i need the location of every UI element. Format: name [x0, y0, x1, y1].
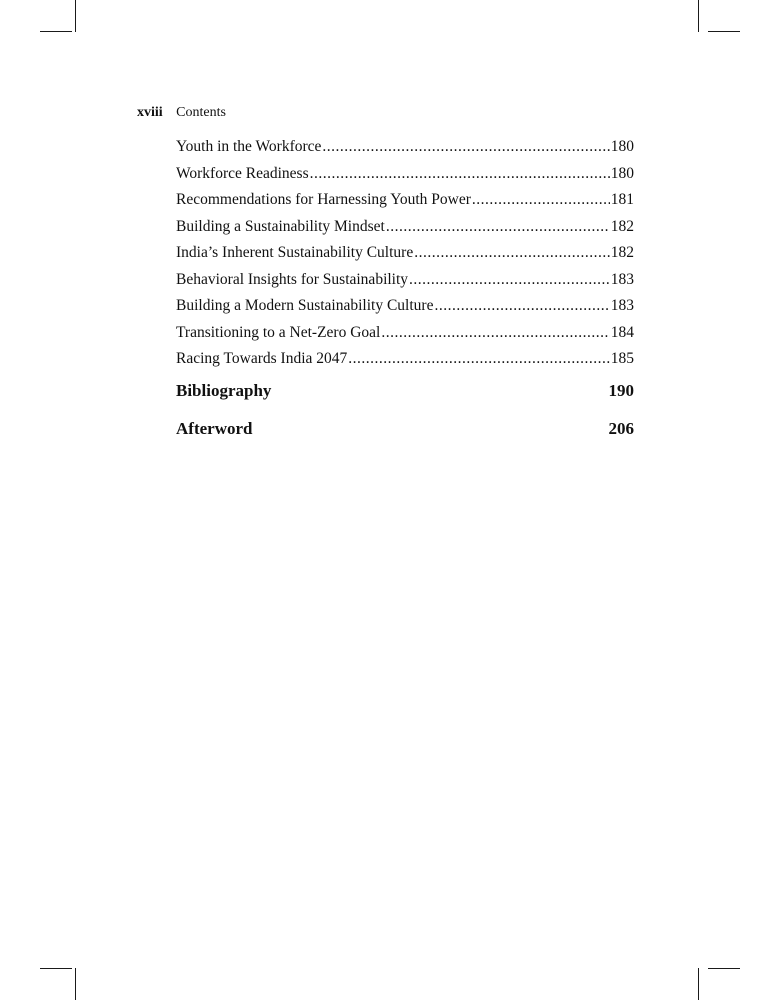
toc-entry-title: Building a Sustainability Mindset [176, 217, 385, 235]
toc-entry [176, 138, 634, 165]
toc-entry-title: Workforce Readiness [176, 164, 309, 182]
toc-entry [176, 191, 634, 218]
toc-chapter-title: Afterword [176, 418, 253, 438]
dot-leader [348, 350, 610, 368]
toc-entry-title: Behavioral Insights for Sustainability [176, 270, 409, 288]
toc-entry-page: 180 [610, 138, 634, 155]
toc-chapter-title: Bibliography [176, 380, 272, 400]
dot-leader [386, 218, 610, 236]
dot-leader [381, 324, 609, 342]
toc-entry [176, 165, 634, 192]
dot-leader [409, 271, 610, 289]
toc-entry [176, 271, 634, 298]
toc-chapter-page: 206 [608, 418, 634, 438]
toc-entry-page: 184 [610, 323, 634, 341]
toc-entry-title: Racing Towards India 2047 [176, 350, 348, 367]
toc-entry [176, 324, 634, 351]
dot-leader [434, 297, 609, 315]
dot-leader [310, 165, 610, 183]
toc-entry-page: 181 [610, 191, 634, 208]
toc-chapter-afterword [176, 419, 634, 453]
dot-leader [414, 244, 610, 262]
toc-entry-page: 183 [610, 297, 634, 314]
crop-mark-top-left-horizontal [40, 31, 72, 32]
crop-mark-bottom-right-vertical [698, 968, 699, 1000]
toc-entry [176, 297, 634, 324]
crop-mark-bottom-right-horizontal [708, 968, 740, 969]
toc-entry [176, 244, 634, 271]
toc-entry-title: Youth in the Workforce [176, 138, 322, 155]
dot-leader [322, 138, 609, 156]
table-of-contents [176, 138, 634, 453]
crop-mark-top-left-vertical [75, 0, 76, 32]
toc-entry-title: Recommendations for Harnessing Youth Power [176, 191, 471, 208]
crop-mark-bottom-left-horizontal [40, 968, 72, 969]
toc-entry-title: India’s Inherent Sustainability Culture [176, 244, 414, 261]
toc-entry-title: Transitioning to a Net-Zero Goal [176, 323, 381, 341]
toc-entry-page: 180 [610, 164, 634, 182]
toc-chapter-bibliography [176, 381, 634, 415]
running-head-title: Contents [176, 105, 226, 120]
toc-entry [176, 350, 634, 377]
running-head [137, 105, 226, 121]
toc-entry-page: 185 [610, 350, 634, 367]
crop-mark-bottom-left-vertical [75, 968, 76, 1000]
toc-entry-page: 182 [610, 244, 634, 261]
toc-chapter-page: 190 [608, 380, 634, 400]
crop-mark-top-right-vertical [698, 0, 699, 32]
dot-leader [472, 191, 610, 209]
toc-entry-page: 182 [610, 217, 634, 235]
toc-entry-title: Building a Modern Sustainability Culture [176, 297, 434, 314]
toc-entry [176, 218, 634, 245]
toc-entry-page: 183 [610, 270, 634, 288]
crop-mark-top-right-horizontal [708, 31, 740, 32]
page-folio: xviii [137, 105, 163, 120]
